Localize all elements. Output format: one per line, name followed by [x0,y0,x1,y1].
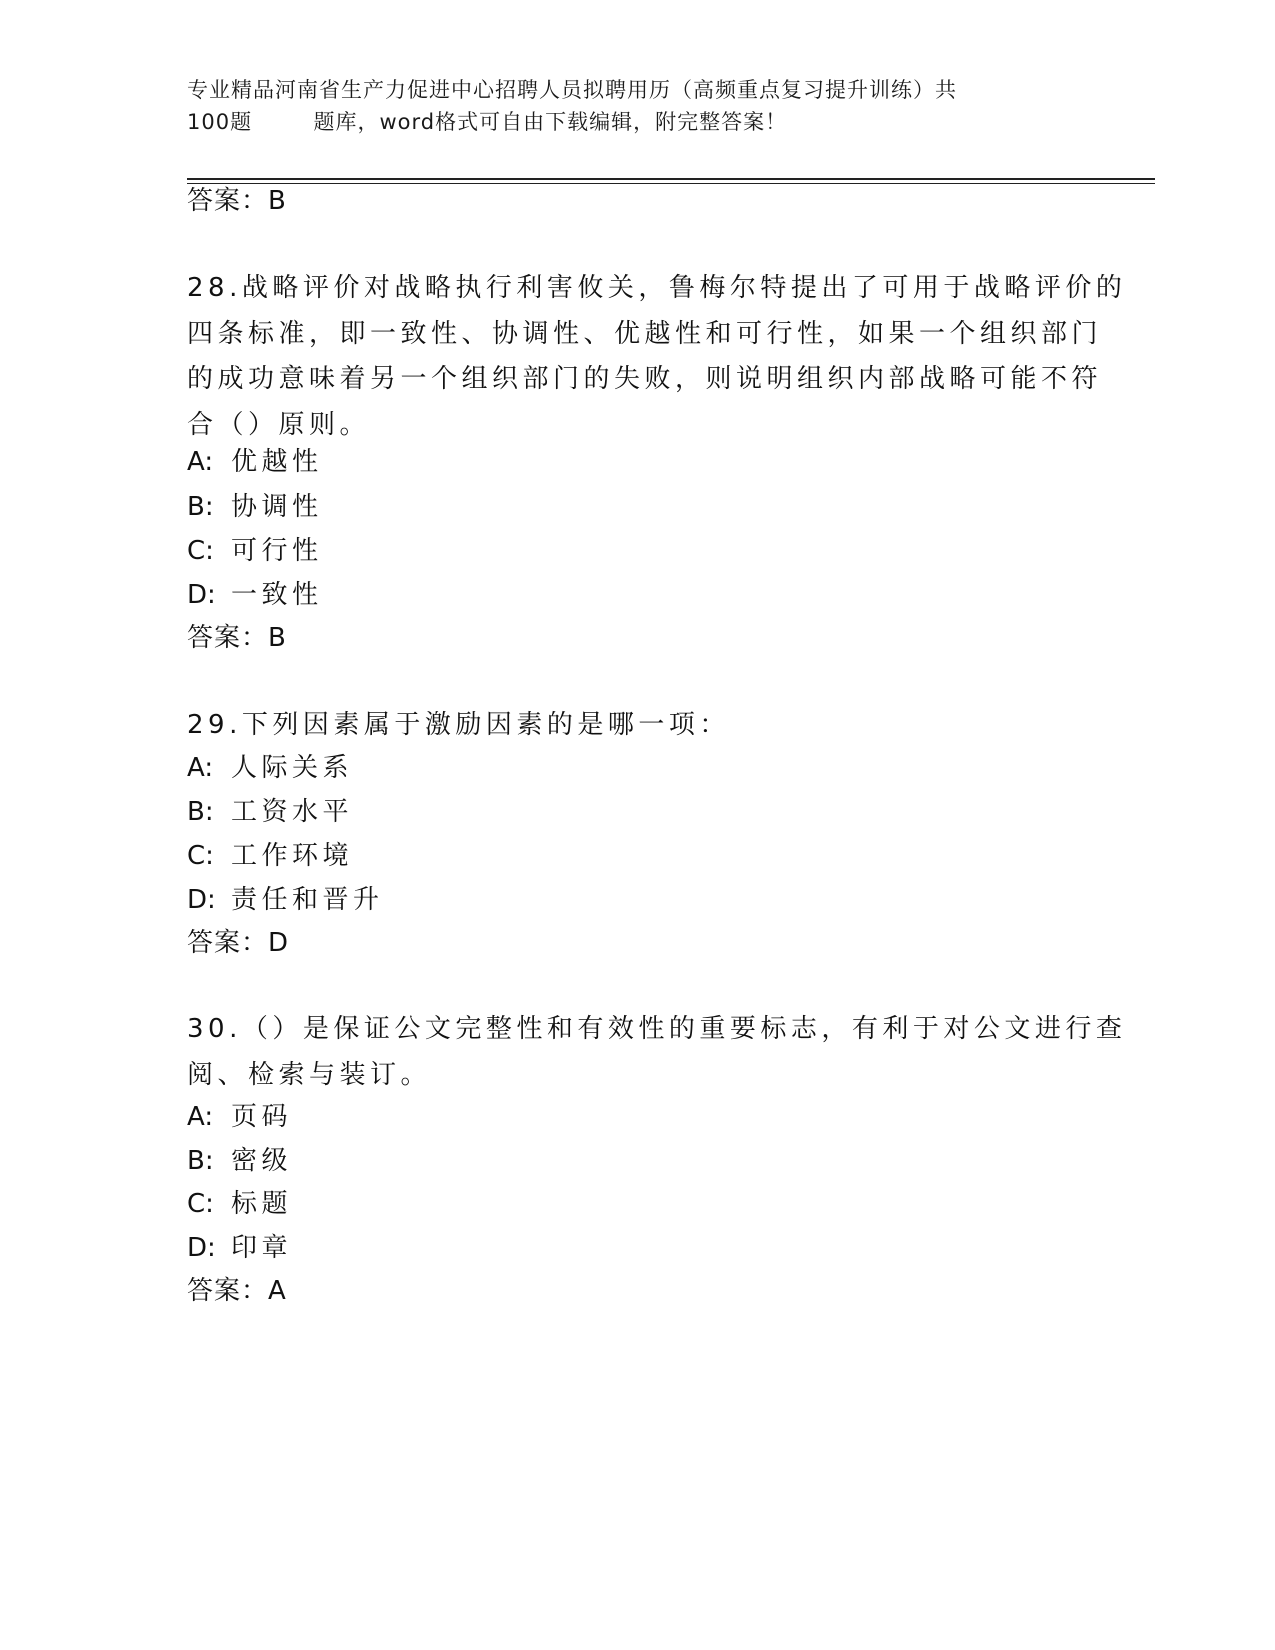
question-stem-line: 30.（）是保证公文完整性和有效性的重要标志，有利于对公文进行查 [187,1014,1127,1044]
page-header [187,74,1087,138]
header-line-2: 100题 题库，word格式可自由下载编辑，附完整答案！ [187,110,788,134]
option-key: A: [187,1102,214,1132]
option-key: B: [187,797,214,827]
question-29-option-c [187,839,353,873]
option-key: C: [187,1189,214,1219]
option-key: C: [187,841,214,871]
option-text: 人际关系 [231,753,354,783]
question-30-answer: 答案：A [187,1276,287,1306]
question-29-option-d [187,883,384,917]
option-text: 可行性 [231,536,323,566]
option-key: C: [187,536,214,566]
question-stem-line: 合（）原则。 [187,409,371,440]
question-30-option-a [187,1100,292,1134]
question-stem-line: 的成功意味着另一个组织部门的失败，则说明组织内部战略可能不符 [187,364,1103,394]
option-key: A: [187,447,214,477]
header-rule-secondary [187,183,1155,184]
option-text: 工资水平 [231,797,354,827]
question-28-stem [187,266,1127,448]
option-key: B: [187,1146,214,1176]
option-text: 工作环境 [231,841,354,871]
previous-answer: 答案：B [187,186,287,216]
question-28-option-d [187,578,323,612]
option-text: 页码 [231,1102,293,1132]
header-rule [187,178,1155,180]
option-text: 印章 [231,1233,293,1263]
question-29-answer: 答案：D [187,928,290,958]
option-text: 一致性 [231,580,323,610]
option-text: 密级 [231,1146,293,1176]
question-29-option-b [187,795,353,829]
option-text: 优越性 [231,447,323,477]
question-30-stem [187,1007,1127,1098]
question-stem-line: 28.战略评价对战略执行利害攸关，鲁梅尔特提出了可用于战略评价的 [187,273,1127,303]
question-stem-line: 29.下列因素属于激励因素的是哪一项： [187,710,730,740]
option-key: B: [187,492,214,522]
question-28-option-c [187,534,323,568]
question-28-option-a [187,445,323,479]
question-28-answer: 答案：B [187,623,287,653]
option-text: 责任和晋升 [231,885,384,915]
header-line-1: 专业精品河南省生产力促进中心招聘人员拟聘用历（高频重点复习提升训练）共 [187,78,957,102]
question-28-option-b [187,490,323,524]
option-key: D: [187,885,216,915]
option-key: D: [187,1233,216,1263]
question-30-option-c [187,1187,292,1221]
option-key: A: [187,753,214,783]
question-stem-line: 四条标准，即一致性、协调性、优越性和可行性，如果一个组织部门 [187,318,1103,349]
option-text: 标题 [231,1189,293,1219]
question-29-stem [187,703,1087,749]
option-text: 协调性 [231,492,323,522]
question-stem-line: 阅、检索与装订。 [187,1059,432,1090]
option-key: D: [187,580,216,610]
question-30-option-d [187,1231,292,1265]
question-30-option-b [187,1144,292,1178]
question-29-option-a [187,751,353,785]
